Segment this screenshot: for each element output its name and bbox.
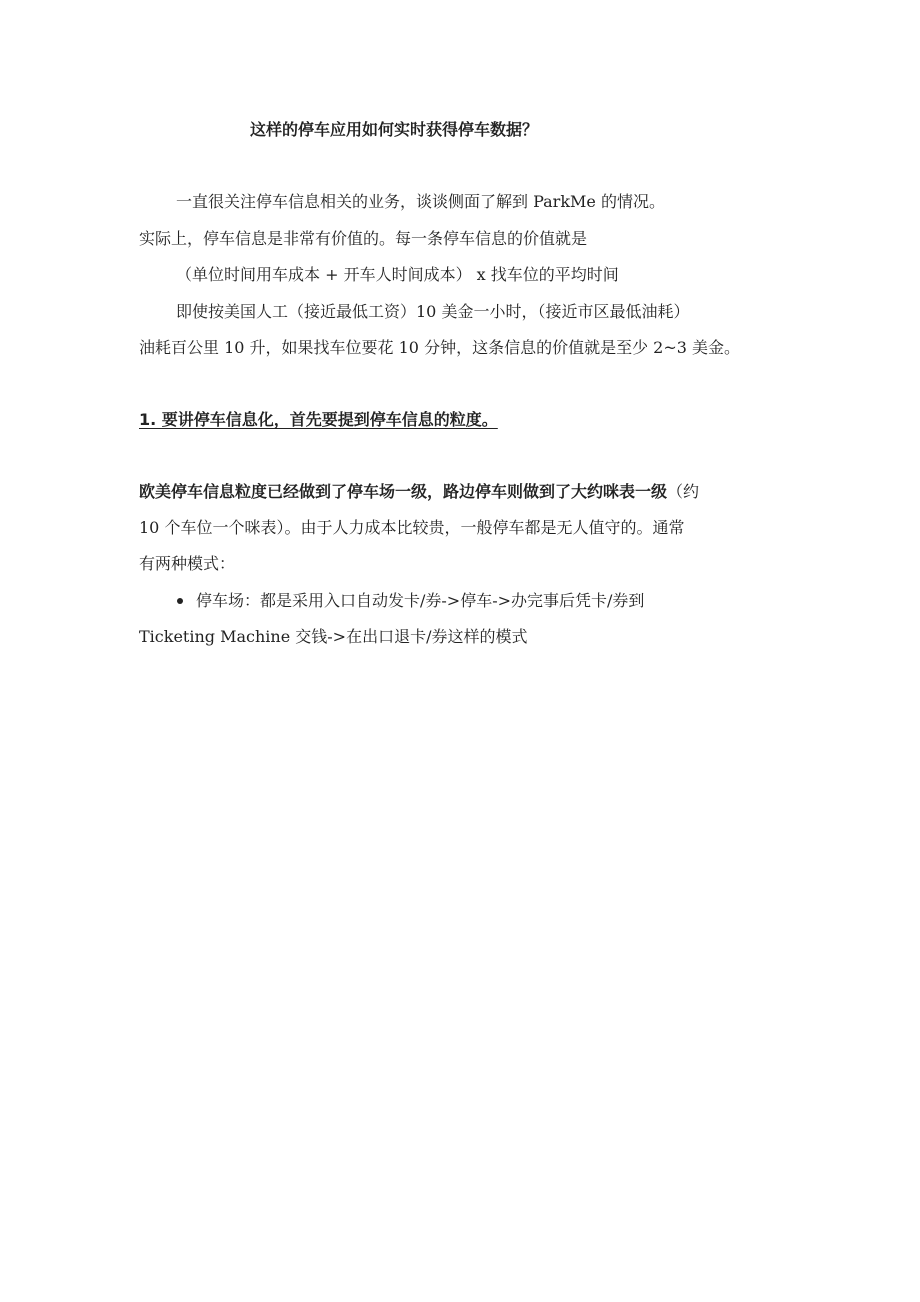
document-title: 这样的停车应用如何实时获得停车数据？	[250, 120, 539, 139]
intro-line-1: 一直很关注停车信息相关的业务，谈谈侧面了解到 ParkMe 的情况。	[176, 192, 665, 211]
bullet-1-line-2: Ticketing Machine 交钱->在出口退卡/券这样的模式	[139, 627, 528, 646]
example-line-2: 油耗百公里 10 升，如果找车位要花 10 分钟，这条信息的价值就是至少 2~3 美金。	[139, 338, 741, 357]
paragraph-2-line-3: 有两种模式：	[139, 554, 236, 573]
paragraph-2-line-1-tail: （约	[667, 482, 700, 501]
paragraph-2-line-1	[139, 482, 699, 502]
value-formula: （单位时间用车成本 + 开车人时间成本） x 找车位的平均时间	[176, 265, 619, 284]
paragraph-2-line-2: 10 个车位一个咪表）。由于人力成本比较贵，一般停车都是无人值守的。通常	[139, 518, 685, 537]
bullet-1-line-1: 停车场：都是采用入口自动发卡/券->停车->办完事后凭卡/券到	[196, 591, 645, 610]
intro-line-2: 实际上，停车信息是非常有价值的。每一条停车信息的价值就是	[139, 229, 588, 248]
bullet-icon	[177, 598, 183, 604]
section-1-heading: 1. 要讲停车信息化，首先要提到停车信息的粒度。	[139, 410, 498, 429]
example-line-1: 即使按美国人工（接近最低工资）10 美金一小时，（接近市区最低油耗）	[176, 302, 690, 321]
paragraph-2-bold-text: 欧美停车信息粒度已经做到了停车场一级，路边停车则做到了大约咪表一级	[139, 482, 668, 501]
